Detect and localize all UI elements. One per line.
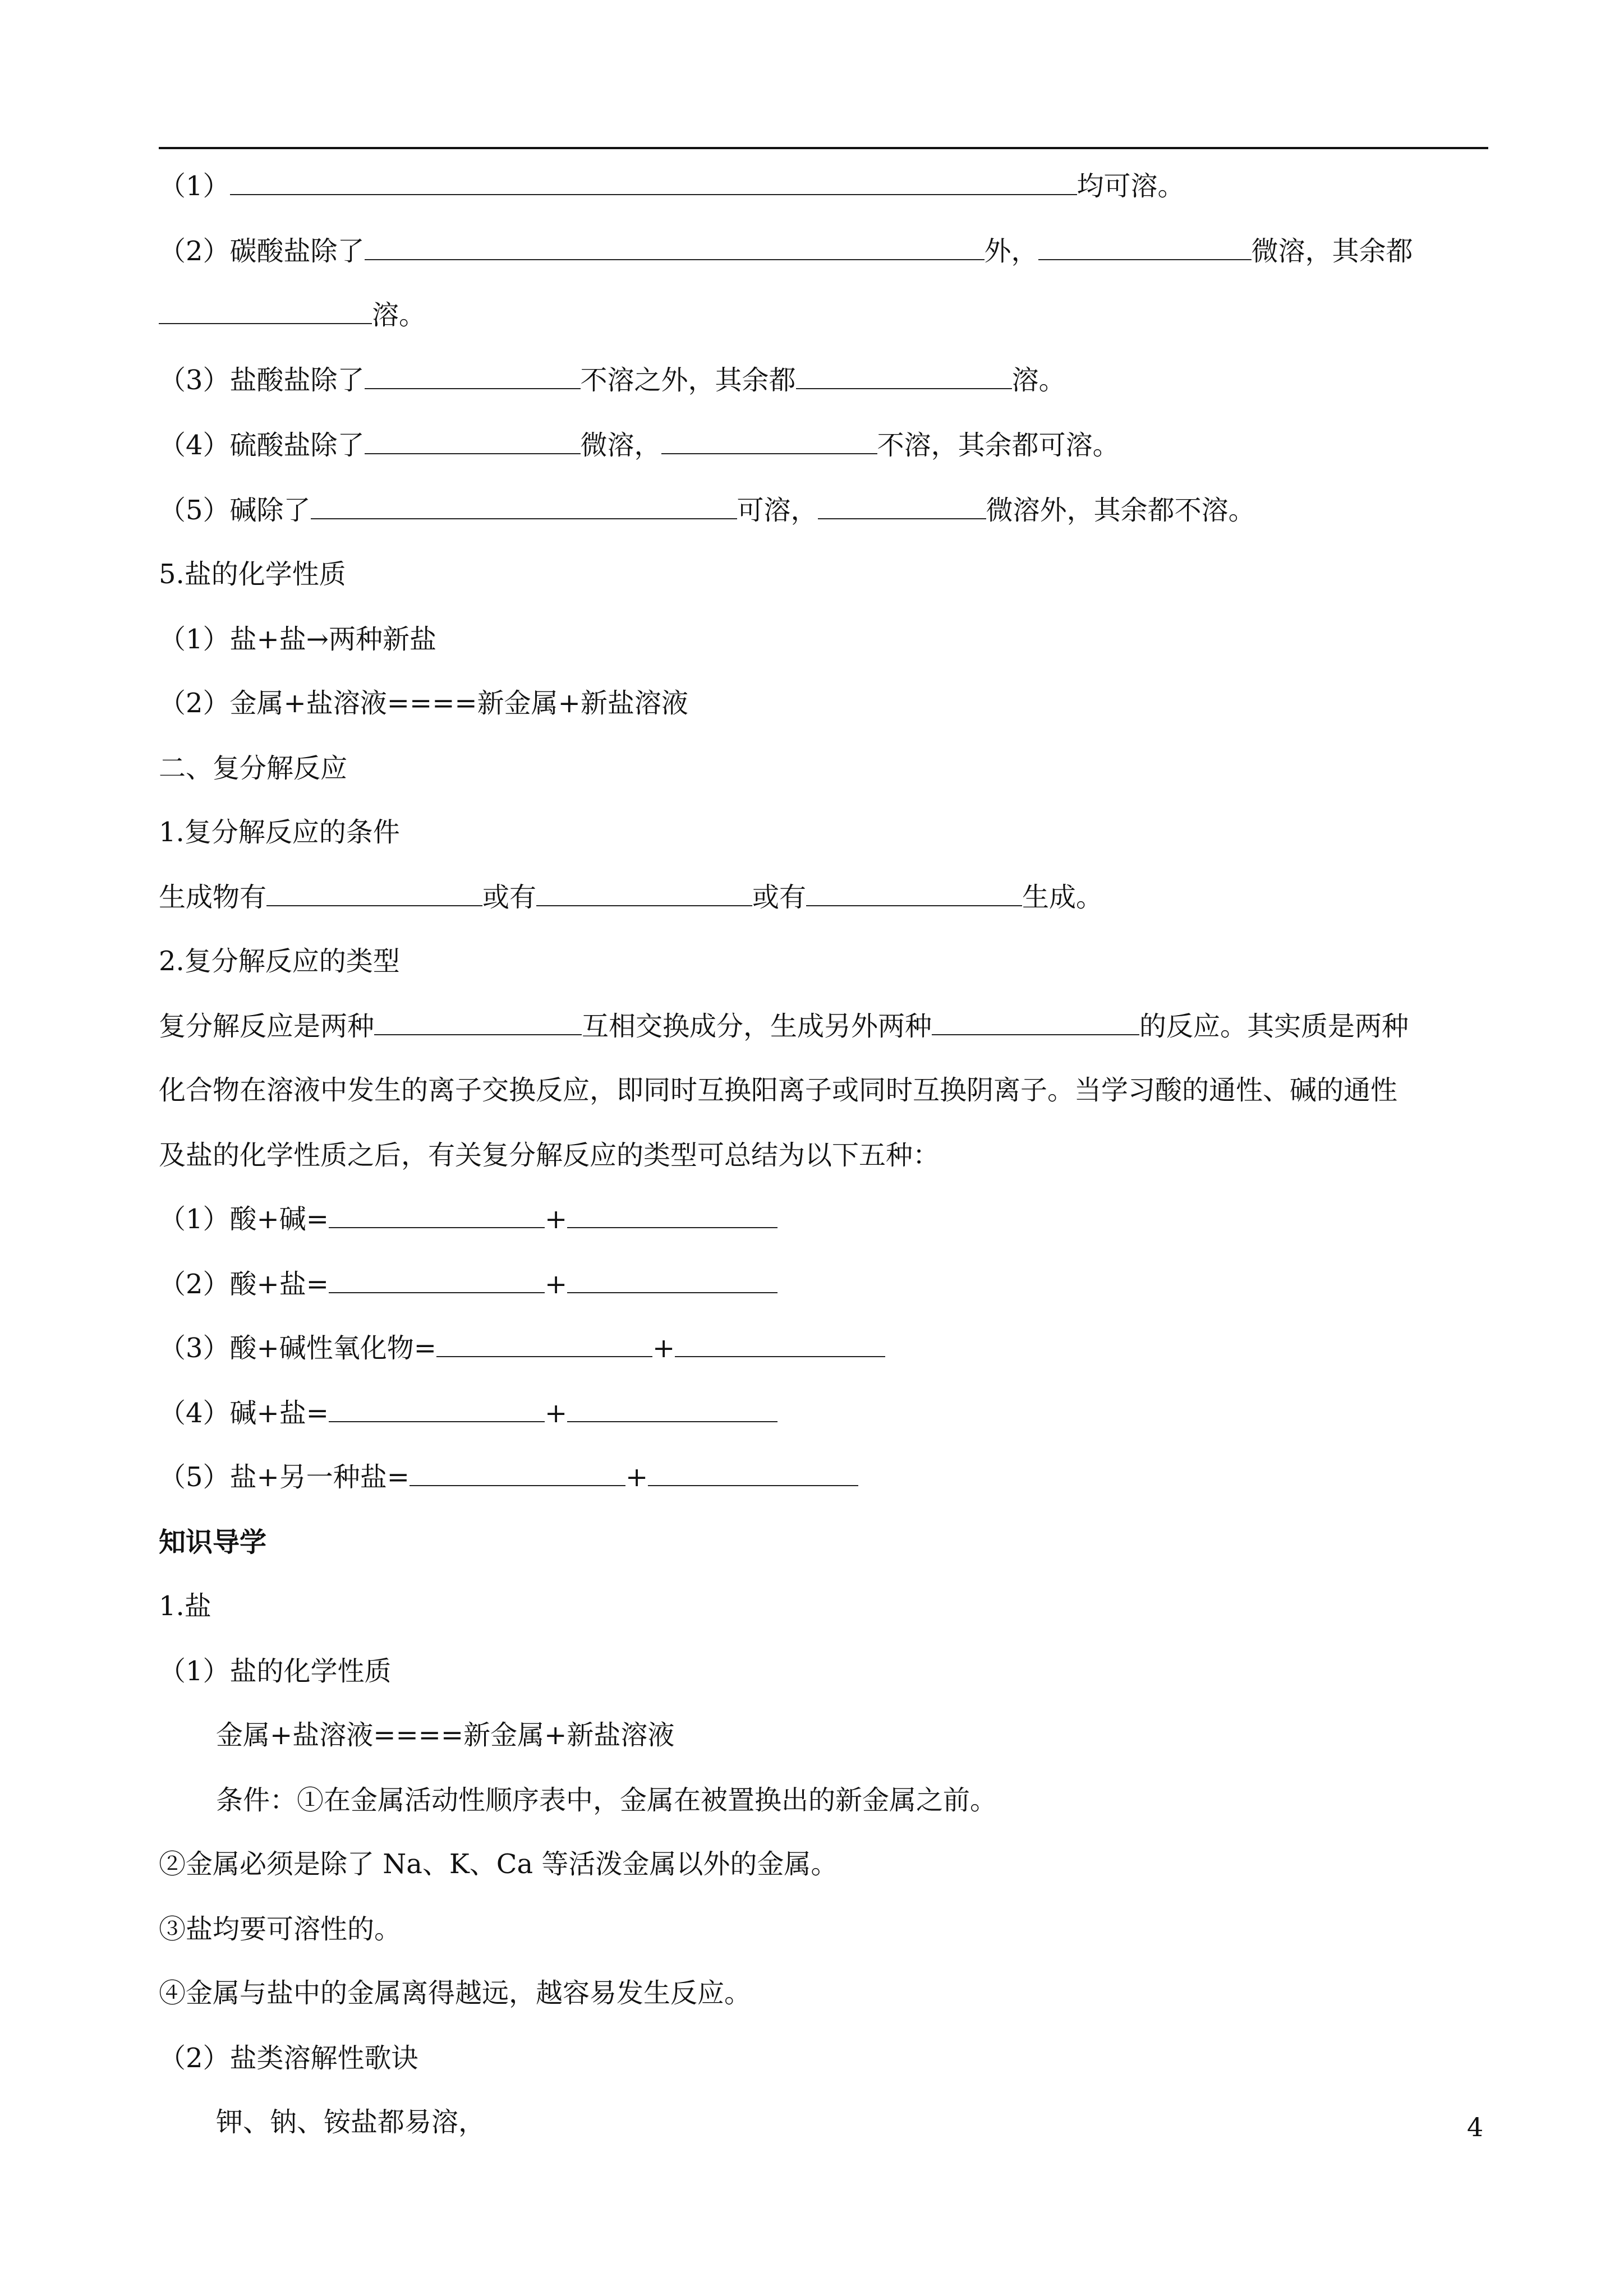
paragraph-line: 化合物在溶液中发生的离子交换反应，即同时互换阳离子或同时互换阴离子。当学习酸的通性、碱的通性 bbox=[159, 1075, 1398, 1106]
answer-blank[interactable] bbox=[661, 427, 877, 454]
condition-line: ④金属与盐中的金属离得越远，越容易发生反应。 bbox=[159, 1977, 752, 2009]
text-line: （1）盐+盐→两种新盐 bbox=[159, 624, 436, 655]
type-item-4 bbox=[159, 1395, 778, 1431]
condition-line: ③盐均要可溶性的。 bbox=[159, 1914, 402, 1945]
item-text: 可溶， bbox=[737, 495, 818, 526]
text-line: （2）金属+盐溶液====新金属+新盐溶液 bbox=[159, 688, 688, 719]
solubility-item-2 bbox=[159, 233, 1413, 269]
answer-blank[interactable] bbox=[675, 1330, 885, 1357]
plus-sign: + bbox=[544, 1269, 568, 1300]
section-heading: 1.复分解反应的条件 bbox=[159, 817, 400, 848]
answer-blank[interactable] bbox=[329, 1266, 545, 1293]
answer-blank[interactable] bbox=[1038, 233, 1252, 260]
answer-blank[interactable] bbox=[567, 1266, 778, 1293]
item-text: （2）酸+盐= bbox=[159, 1269, 329, 1300]
answer-blank[interactable] bbox=[648, 1459, 858, 1486]
answer-blank[interactable] bbox=[374, 1008, 582, 1035]
answer-blank[interactable] bbox=[818, 492, 986, 519]
item-label: （1） bbox=[159, 170, 230, 202]
item-text: （3）盐酸盐除了 bbox=[159, 365, 365, 396]
answer-blank[interactable] bbox=[410, 1459, 625, 1486]
type-item-1 bbox=[159, 1201, 778, 1237]
item-text: 不溶，其余都可溶。 bbox=[877, 430, 1120, 461]
page-number: 4 bbox=[1467, 2112, 1484, 2142]
text-line: （2）盐类溶解性歌诀 bbox=[159, 2043, 418, 2074]
answer-blank[interactable] bbox=[266, 879, 482, 906]
item-text: 复分解反应是两种 bbox=[159, 1011, 375, 1042]
item-text: 溶。 bbox=[372, 299, 426, 331]
item-text: 生成。 bbox=[1022, 882, 1103, 913]
solubility-item-4 bbox=[159, 427, 1120, 463]
item-text: （2）碳酸盐除了 bbox=[159, 236, 365, 267]
solubility-item-5 bbox=[159, 492, 1255, 528]
item-text: （4）碱+盐= bbox=[159, 1398, 329, 1429]
item-text: 或有 bbox=[482, 882, 537, 913]
solubility-item-2-cont bbox=[159, 297, 426, 333]
item-text: 微溶，其余都 bbox=[1251, 236, 1413, 267]
item-text: 微溶外，其余都不溶。 bbox=[986, 495, 1255, 526]
item-text: （1）酸+碱= bbox=[159, 1204, 329, 1235]
plus-sign: + bbox=[625, 1461, 648, 1493]
header-rule bbox=[159, 147, 1488, 149]
type-item-2 bbox=[159, 1266, 778, 1302]
answer-blank[interactable] bbox=[436, 1330, 652, 1357]
answer-blank[interactable] bbox=[230, 168, 1077, 195]
answer-blank[interactable] bbox=[329, 1201, 545, 1228]
section-heading: 二、复分解反应 bbox=[159, 753, 348, 784]
section-heading: 5.盐的化学性质 bbox=[159, 559, 346, 590]
section-heading: 2.复分解反应的类型 bbox=[159, 946, 400, 977]
answer-blank[interactable] bbox=[567, 1201, 778, 1228]
item-text: （5）盐+另一种盐= bbox=[159, 1461, 410, 1493]
item-text: 溶。 bbox=[1011, 365, 1066, 396]
item-text: （3）酸+碱性氧化物= bbox=[159, 1333, 436, 1364]
type-item-5 bbox=[159, 1459, 858, 1495]
answer-blank[interactable] bbox=[365, 362, 581, 389]
item-text: 外， bbox=[984, 236, 1038, 267]
item-text: 或有 bbox=[752, 882, 807, 913]
answer-blank[interactable] bbox=[365, 427, 581, 454]
plus-sign: + bbox=[652, 1333, 675, 1364]
solubility-item-3 bbox=[159, 362, 1066, 398]
answer-blank[interactable] bbox=[365, 233, 984, 260]
item-text: 的反应。其实质是两种 bbox=[1139, 1011, 1409, 1042]
condition-line: ②金属必须是除了 Na、K、Ca 等活泼金属以外的金属。 bbox=[159, 1848, 838, 1880]
item-text: （5）碱除了 bbox=[159, 495, 311, 526]
equation-line: 金属+盐溶液====新金属+新盐溶液 bbox=[216, 1719, 675, 1751]
paragraph-line: 及盐的化学性质之后，有关复分解反应的类型可总结为以下五种： bbox=[159, 1140, 940, 1171]
item-text: 互相交换成分，生成另外两种 bbox=[582, 1011, 932, 1042]
condition-line: 条件：①在金属活动性顺序表中，金属在被置换出的新金属之前。 bbox=[216, 1785, 997, 1816]
answer-blank[interactable] bbox=[806, 879, 1022, 906]
item-text: 不溶之外，其余都 bbox=[580, 365, 796, 396]
item-text: （4）硫酸盐除了 bbox=[159, 430, 365, 461]
answer-blank[interactable] bbox=[329, 1395, 545, 1422]
answer-blank[interactable] bbox=[567, 1395, 778, 1422]
paragraph-line bbox=[159, 1008, 1409, 1044]
item-text: 微溶， bbox=[580, 430, 661, 461]
plus-sign: + bbox=[544, 1398, 568, 1429]
answer-blank[interactable] bbox=[159, 297, 372, 324]
section-heading: 1.盐 bbox=[159, 1590, 211, 1622]
answer-blank[interactable] bbox=[536, 879, 752, 906]
answer-blank[interactable] bbox=[796, 362, 1012, 389]
type-item-3 bbox=[159, 1330, 885, 1366]
song-line: 钾、钠、铵盐都易溶， bbox=[216, 2106, 486, 2138]
plus-sign: + bbox=[544, 1204, 568, 1235]
answer-blank[interactable] bbox=[311, 492, 737, 519]
text-line: （1）盐的化学性质 bbox=[159, 1656, 392, 1687]
item-text: 均可溶。 bbox=[1076, 170, 1185, 202]
solubility-item-1 bbox=[159, 168, 1185, 204]
conditions-line bbox=[159, 879, 1103, 915]
section-heading-bold: 知识导学 bbox=[159, 1527, 267, 1558]
answer-blank[interactable] bbox=[932, 1008, 1139, 1035]
item-text: 生成物有 bbox=[159, 882, 267, 913]
